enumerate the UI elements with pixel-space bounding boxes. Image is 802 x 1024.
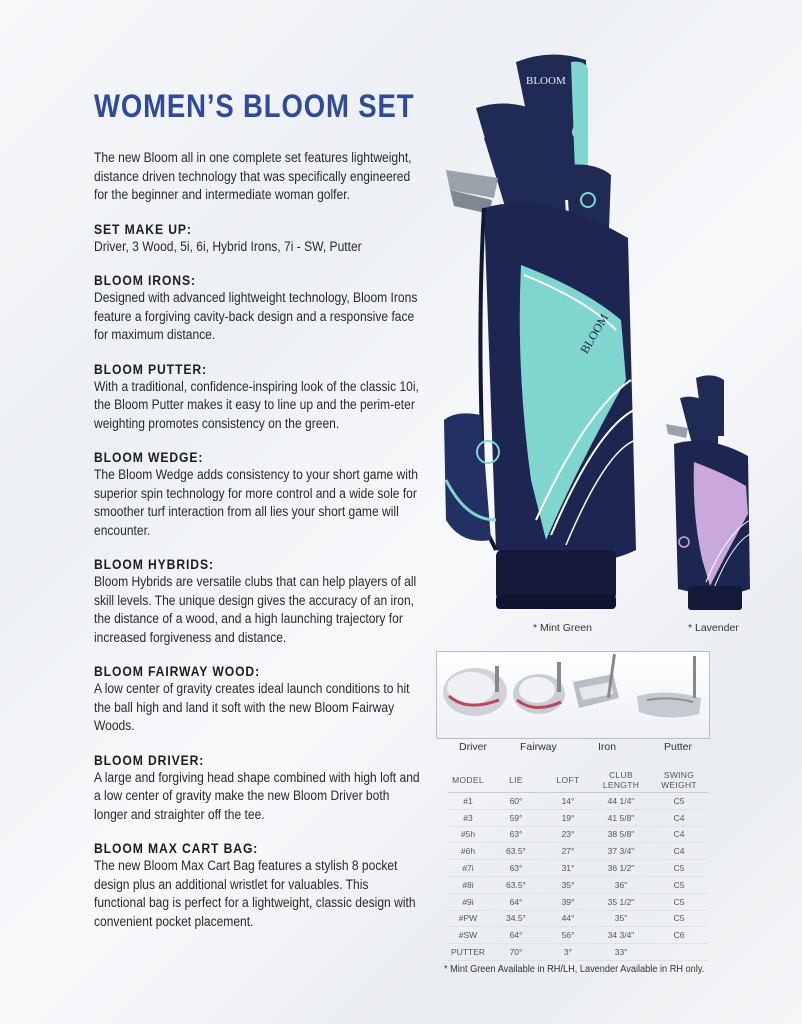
table-header-row: [448, 768, 708, 793]
headcover-brand-text: BLOOM: [526, 75, 566, 87]
table-cell: [650, 944, 708, 961]
bag-brand-text: BLOOM: [577, 311, 612, 356]
table-cell: 36": [592, 876, 650, 893]
table-cell: 35": [592, 910, 650, 927]
table-cell: #PW: [448, 910, 488, 927]
table-cell: 63°: [488, 826, 544, 843]
section-body: With a traditional, confidence-inspiring look of the classic 10i, the Bloom Putter makes it easy to line up and the perim-eter weighting promotes consistency on the green.: [94, 378, 419, 431]
table-cell: #7i: [448, 860, 488, 877]
table-cell: 44°: [544, 910, 592, 927]
col-swing-weight: SWING WEIGHT: [650, 768, 708, 793]
table-cell: #SW: [448, 927, 488, 944]
table-cell: 14°: [544, 793, 592, 810]
club-label-fairway: Fairway: [520, 741, 557, 753]
table-cell: C5: [650, 876, 708, 893]
specs-table: [448, 768, 708, 961]
availability-footnote: * Mint Green Available in RH/LH, Lavender Available in RH only.: [444, 964, 705, 975]
table-cell: 56°: [544, 927, 592, 944]
table-row: [448, 826, 708, 843]
section-fairway-wood: [94, 664, 424, 736]
section-body: Bloom Hybrids are versatile clubs that can help players of all skill levels. The unique design gives the accuracy of an iron, the distance of a wood, and a high launching trajectory for increased forgiveness and distance.: [94, 574, 417, 645]
table-cell: C5: [650, 860, 708, 877]
table-row: [448, 793, 708, 810]
table-cell: C4: [650, 843, 708, 860]
section-irons: [94, 273, 424, 345]
table-cell: #6h: [448, 843, 488, 860]
table-cell: 35 1/2": [592, 893, 650, 910]
table-cell: C4: [650, 826, 708, 843]
table-cell: 60°: [488, 793, 544, 810]
table-cell: #1: [448, 793, 488, 810]
page-title: WOMEN’S BLOOM SET: [94, 88, 415, 124]
table-cell: 31°: [544, 860, 592, 877]
table-cell: 27°: [544, 843, 592, 860]
section-heading: BLOOM IRONS:: [94, 273, 196, 288]
intro-paragraph: The new Bloom all in one complete set features lightweight, distance driven technology that was specifically engineered for the beginner and intermediate woman golfer.: [94, 150, 412, 202]
section-body: The Bloom Wedge adds consistency to your short game with superior spin technology for more control and a wide sole for smoother turf interaction from all lies your short game will encounter.: [94, 467, 418, 538]
mint-caption: * Mint Green: [533, 622, 592, 634]
col-model: MODEL: [448, 768, 488, 793]
section-body: Driver, 3 Wood, 5i, 6i, Hybrid Irons, 7i - SW, Putter: [94, 238, 362, 254]
section-heading: BLOOM DRIVER:: [94, 752, 205, 768]
table-cell: C5: [650, 910, 708, 927]
lavender-bag-image: [660, 374, 760, 614]
club-label-iron: Iron: [598, 741, 617, 753]
table-cell: 64°: [488, 927, 544, 944]
section-body: A large and forgiving head shape combined with high loft and a low center of gravity make the new Bloom Driver both longer and straighter off the tee.: [94, 769, 420, 822]
section-heading: SET MAKE UP:: [94, 221, 192, 237]
table-cell: C5: [650, 793, 708, 810]
table-cell: 37 3/4": [592, 843, 650, 860]
section-body: Designed with advanced lightweight technology, Bloom Irons feature a forgiving cavity-back design and a responsive face for maximum distance.: [94, 290, 418, 342]
table-cell: C4: [650, 809, 708, 826]
clubs-image-panel: [436, 651, 710, 739]
table-cell: #8i: [448, 876, 488, 893]
table-cell: 70°: [488, 944, 544, 961]
table-cell: 34.5°: [488, 910, 544, 927]
col-loft: LOFT: [544, 768, 592, 793]
section-cart-bag: [94, 841, 424, 931]
section-body: The new Bloom Max Cart Bag features a stylish 8 pocket design plus an additional wristlet for valuables. This functional bag is perfect for a lightweight, classic design with convenient pocket placement.: [94, 858, 416, 929]
table-cell: 63.5°: [488, 876, 544, 893]
club-label-driver: Driver: [459, 741, 487, 753]
table-row: [448, 876, 708, 893]
section-heading: BLOOM MAX CART BAG:: [94, 841, 259, 856]
table-cell: 64°: [488, 893, 544, 910]
table-cell: PUTTER: [448, 944, 488, 961]
col-lie: LIE: [488, 768, 544, 793]
table-cell: 19°: [544, 809, 592, 826]
club-label-putter: Putter: [664, 741, 693, 753]
section-wedge: [94, 450, 424, 540]
table-cell: 3°: [544, 944, 592, 961]
table-cell: 34 3/4": [592, 927, 650, 944]
table-cell: #5h: [448, 826, 488, 843]
section-hybrids: [94, 557, 424, 647]
table-cell: 41 5/8": [592, 809, 650, 826]
table-cell: 39°: [544, 893, 592, 910]
table-cell: 33": [592, 944, 650, 961]
section-heading: BLOOM PUTTER:: [94, 361, 207, 377]
table-cell: 35°: [544, 876, 592, 893]
table-cell: 63.5°: [488, 843, 544, 860]
table-row: [448, 910, 708, 927]
club-heads-image: [437, 652, 709, 738]
table-row: [448, 893, 708, 910]
section-heading: BLOOM WEDGE:: [94, 450, 204, 465]
table-cell: C6: [650, 927, 708, 944]
table-cell: 44 1/4": [592, 793, 650, 810]
table-cell: 23°: [544, 826, 592, 843]
table-cell: 63°: [488, 860, 544, 877]
section-heading: BLOOM HYBRIDS:: [94, 557, 214, 572]
table-cell: 36 1/2": [592, 860, 650, 877]
table-row: [448, 860, 708, 877]
table-cell: #9i: [448, 893, 488, 910]
section-set-make-up: [94, 222, 424, 257]
mint-green-bag-image: [436, 50, 656, 615]
table-row: [448, 927, 708, 944]
table-cell: 59°: [488, 809, 544, 826]
section-heading: BLOOM FAIRWAY WOOD:: [94, 664, 261, 679]
col-club-length: CLUB LENGTH: [592, 768, 650, 793]
text-column: [94, 88, 424, 931]
section-driver: [94, 753, 424, 825]
table-row: [448, 843, 708, 860]
table-row: [448, 944, 708, 961]
section-putter: [94, 362, 424, 434]
table-cell: C5: [650, 893, 708, 910]
lavender-caption: * Lavender: [688, 622, 739, 634]
table-row: [448, 809, 708, 826]
section-body: A low center of gravity creates ideal launch conditions to hit the ball high and land it soft with the new Bloom Fairway Woods.: [94, 681, 410, 733]
table-cell: #3: [448, 809, 488, 826]
table-cell: 38 5/8": [592, 826, 650, 843]
